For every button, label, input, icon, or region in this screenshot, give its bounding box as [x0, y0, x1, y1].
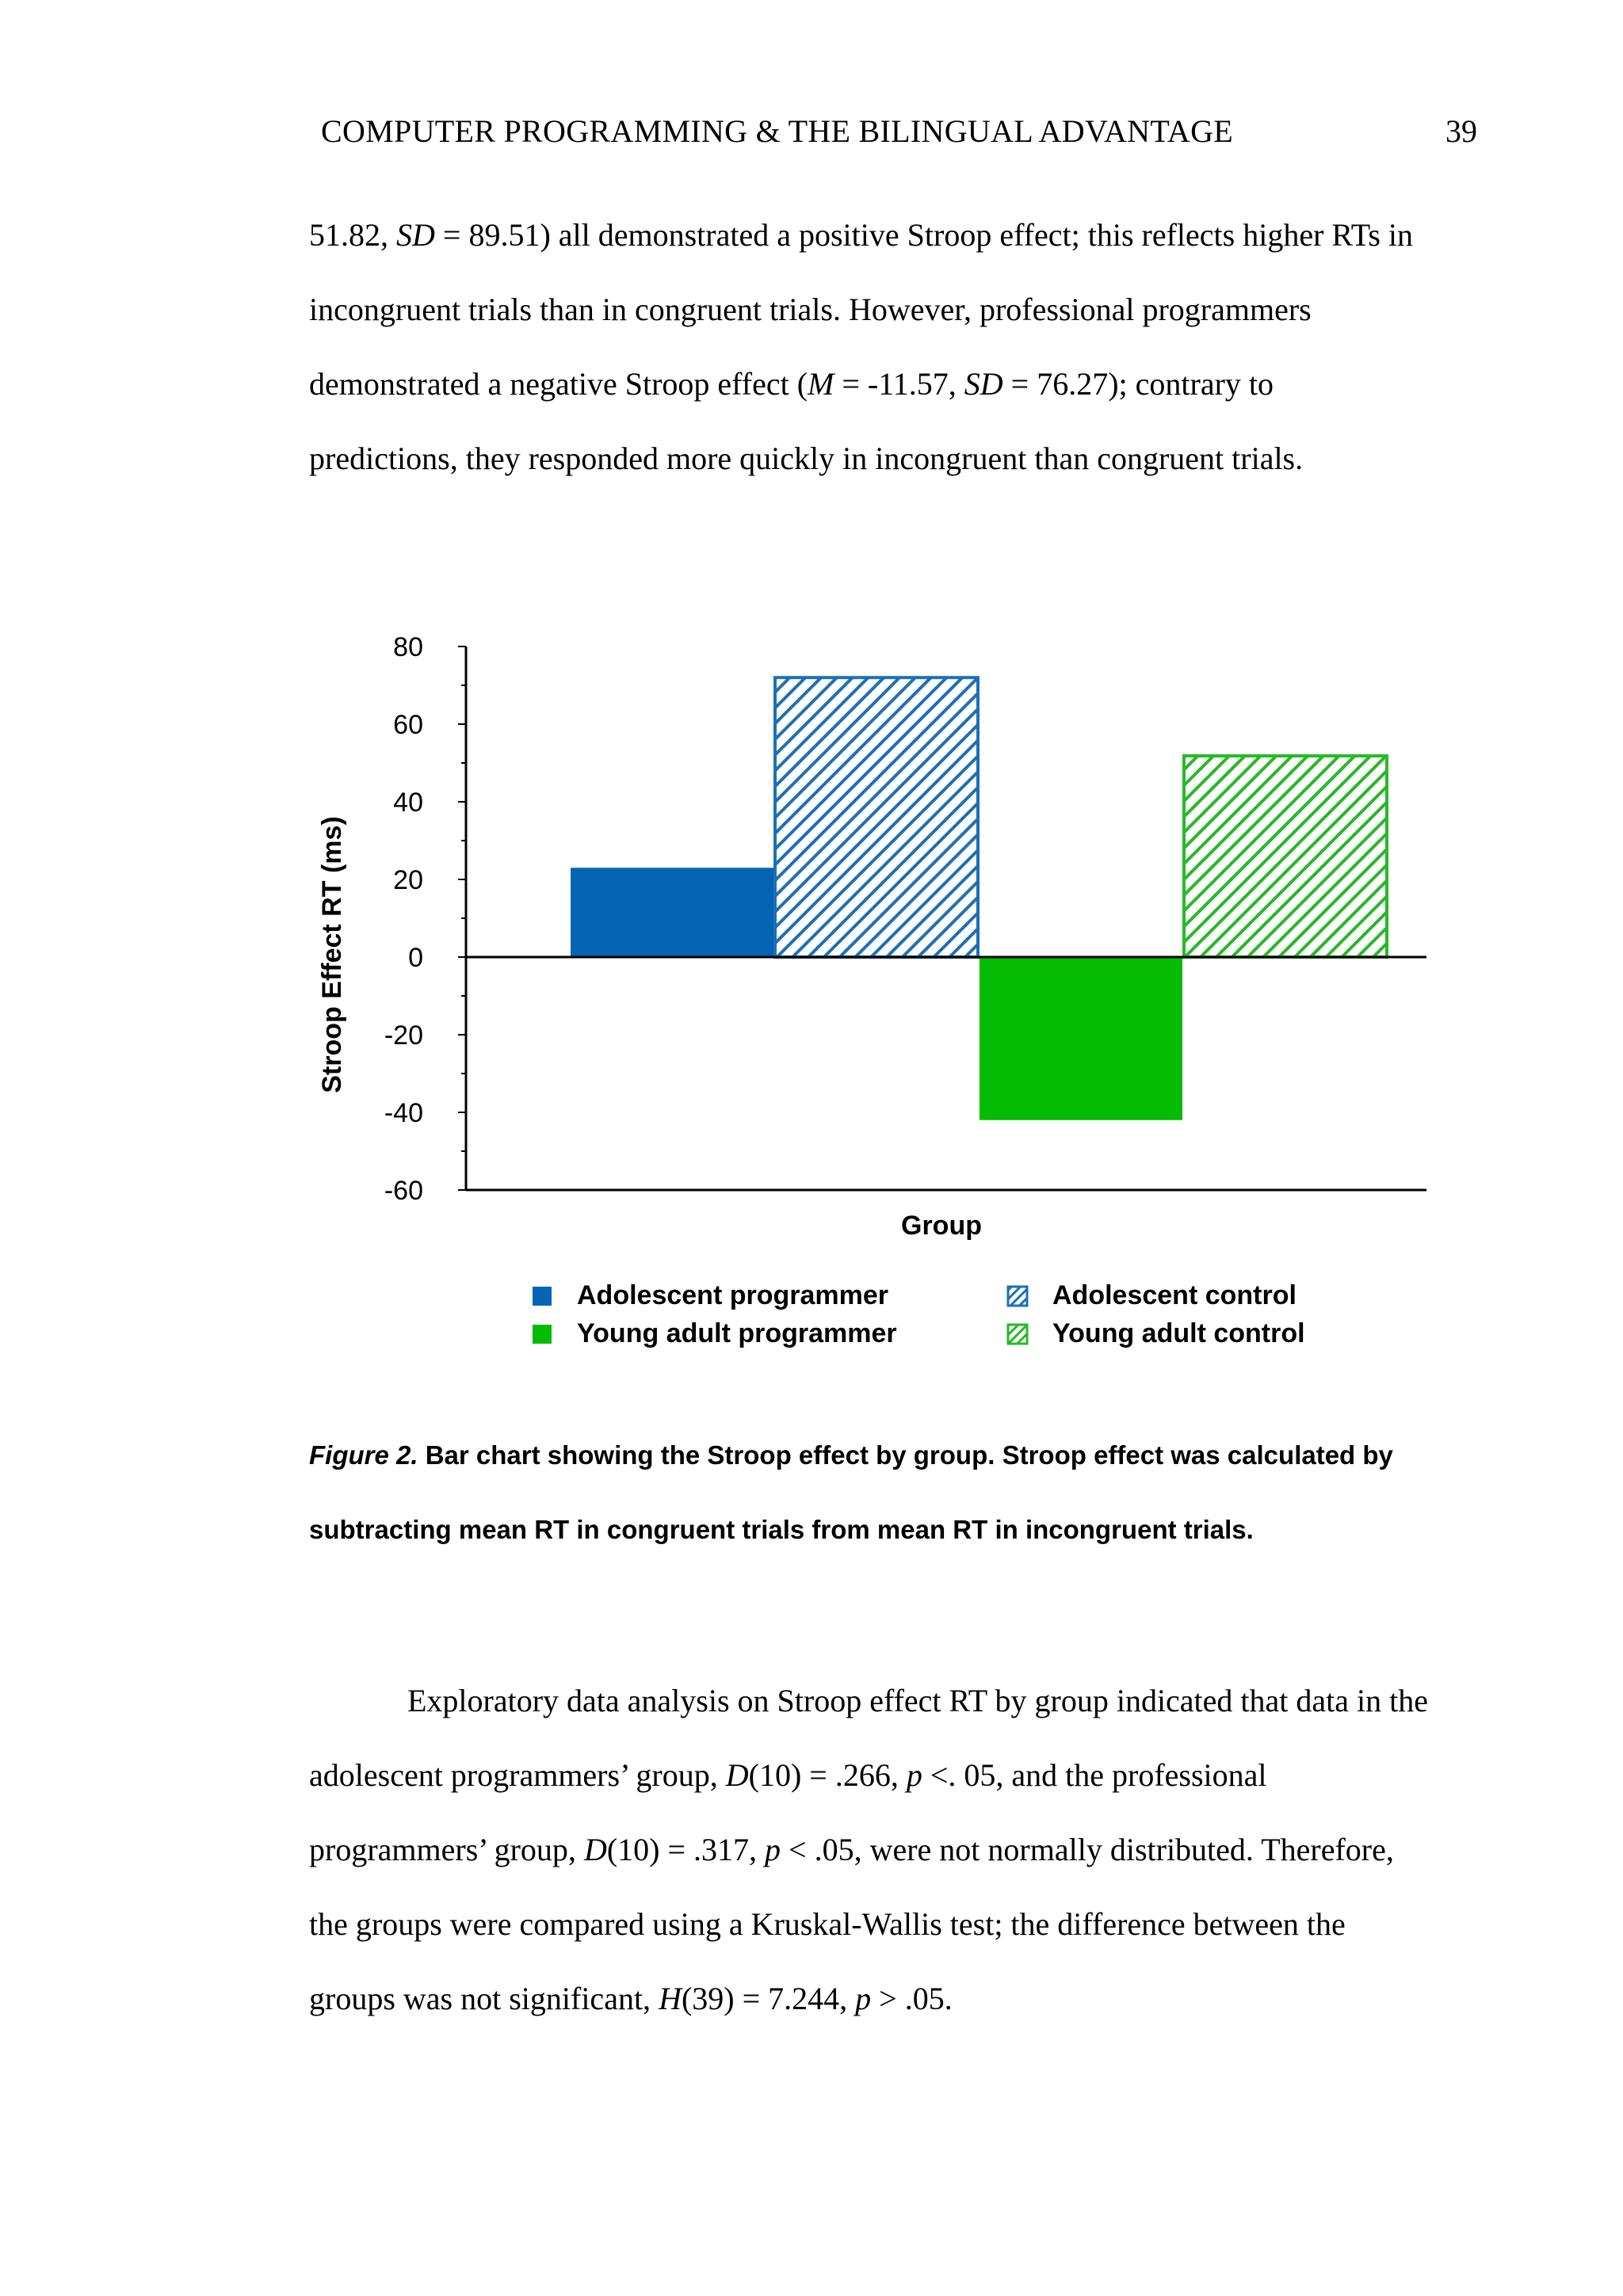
bar-adolescent-control — [775, 677, 978, 957]
figure-caption — [309, 1418, 1482, 1567]
legend-label: Young adult control — [1052, 1318, 1305, 1348]
paragraph-line: programmers’ group, D(10) = .317, p < .05, were not normally distributed. Therefore, — [309, 1832, 1394, 1867]
bars-layer — [571, 677, 1387, 1120]
paragraph-line: the groups were compared using a Kruskal-Wallis test; the difference between the — [309, 1906, 1346, 1942]
paragraph-line: incongruent trials than in congruent trials. However, professional programmers — [309, 292, 1312, 327]
figure-label: Figure 2. — [309, 1440, 418, 1470]
y-tick-label: 20 — [393, 865, 423, 895]
paragraph-line: Exploratory data analysis on Stroop effect RT by group indicated that data in the — [407, 1683, 1429, 1718]
legend-label: Adolescent control — [1052, 1280, 1296, 1310]
x-axis-label: Group — [901, 1211, 982, 1241]
paragraph-bottom — [309, 1664, 1482, 2036]
legend-swatch — [1008, 1287, 1027, 1306]
caption-line: subtracting mean RT in congruent trials from mean RT in incongruent trials. — [309, 1515, 1254, 1544]
y-tick-label: -40 — [384, 1098, 423, 1128]
y-tick-label: -20 — [384, 1020, 423, 1051]
stroop-bar-chart — [0, 602, 1623, 1379]
paragraph-line: predictions, they responded more quickly in incongruent than congruent trials. — [309, 441, 1304, 476]
y-tick-label: 0 — [408, 943, 423, 973]
y-tick-label: 80 — [393, 632, 423, 662]
legend-swatch — [1008, 1325, 1027, 1344]
paragraph-line: groups was not significant, H(39) = 7.244, p > .05. — [309, 1981, 953, 2016]
y-tick-label: 40 — [393, 788, 423, 818]
paragraph-line: adolescent programmers’ group, D(10) = .266, p <. 05, and the professional — [309, 1757, 1267, 1793]
y-tick-label: 60 — [393, 710, 423, 740]
bar-adolescent-programmer — [571, 868, 773, 957]
bar-young-adult-control — [1184, 756, 1387, 957]
legend — [533, 1280, 1305, 1348]
legend-label: Young adult programmer — [577, 1318, 897, 1348]
tick-labels — [384, 632, 423, 1206]
page-number: 39 — [1445, 113, 1477, 149]
y-tick-label: -60 — [384, 1176, 423, 1206]
legend-swatch — [533, 1287, 552, 1306]
paragraph-line: demonstrated a negative Stroop effect (M = -11.57, SD = 76.27); contrary to — [309, 366, 1274, 402]
caption-line: Figure 2. Bar chart showing the Stroop effect by group. Stroop effect was calculated by — [309, 1440, 1393, 1470]
y-axis-label: Stroop Effect RT (ms) — [317, 816, 347, 1093]
running-head: COMPUTER PROGRAMMING & THE BILINGUAL ADVANTAGE — [321, 113, 1234, 149]
legend-label: Adolescent programmer — [577, 1280, 888, 1310]
bar-young-adult-programmer — [980, 957, 1182, 1120]
legend-swatch — [533, 1325, 552, 1344]
paragraph-top — [309, 198, 1482, 496]
paragraph-line: 51.82, SD = 89.51) all demonstrated a positive Stroop effect; this reflects higher RTs in — [309, 217, 1414, 253]
